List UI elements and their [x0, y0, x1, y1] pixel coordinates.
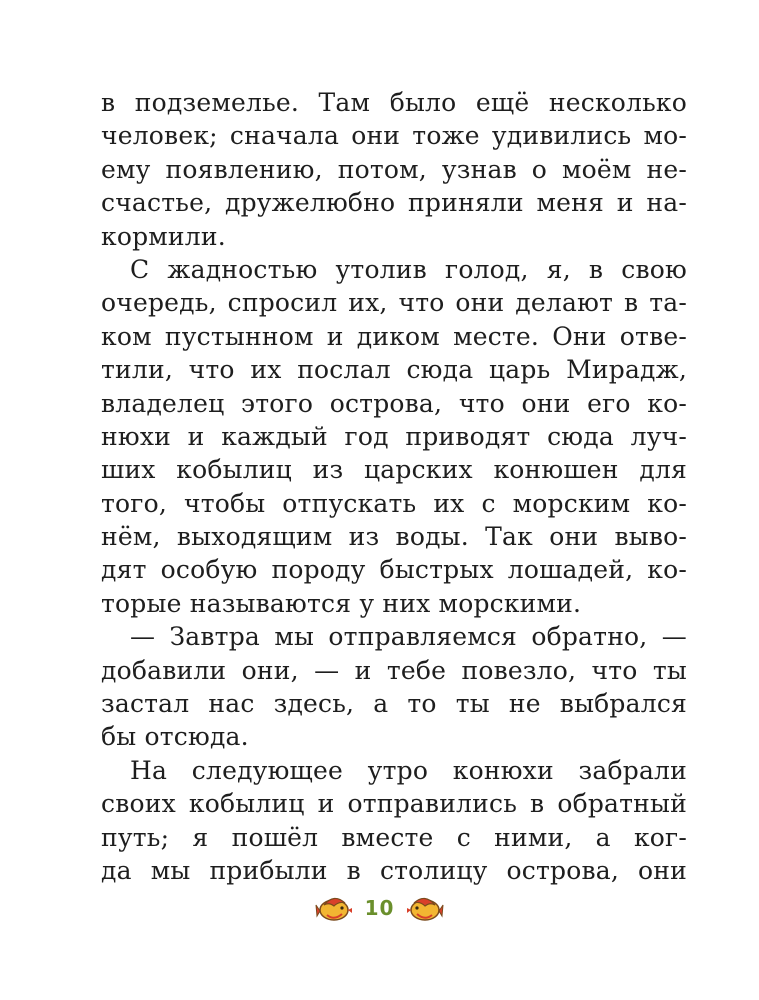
text-line: кормили.	[101, 221, 226, 251]
paragraph-2	[101, 253, 687, 620]
text-line: добавили они, — и тебе повезло, что ты	[101, 655, 687, 685]
text-line: ему появлению, потом, узнав о моём не-	[101, 154, 687, 184]
text-line: застал нас здесь, а то ты не выбрался	[101, 689, 687, 719]
fish-ornament-icon	[315, 891, 353, 925]
text-line: тили, что их послал сюда царь Мирадж,	[101, 355, 687, 385]
text-line: своих кобылиц и отправились в обратный	[101, 789, 687, 819]
text-line: нём, выходящим из воды. Так они выво-	[101, 522, 687, 552]
text-line: владелец этого острова, что они его ко-	[101, 388, 687, 418]
page-body	[101, 86, 687, 887]
text-line: — Завтра мы отправляемся обратно, —	[130, 622, 687, 652]
text-line: ком пустынном и диком месте. Они отве-	[101, 321, 687, 351]
text-line: На следующее утро конюхи забрали	[130, 755, 687, 785]
paragraph-1	[101, 86, 687, 253]
text-line: бы отсюда.	[101, 722, 249, 752]
text-line: очередь, спросил их, что они делают в та-	[101, 288, 687, 318]
paragraph-4	[101, 754, 687, 888]
text-line: человек; сначала они тоже удивились мо-	[101, 121, 687, 151]
fish-ornament-icon	[406, 891, 444, 925]
text-line: счастье, дружелюбно приняли меня и на-	[101, 188, 687, 218]
page-footer	[0, 888, 759, 928]
text-line: С жадностью утолив голод, я, в свою	[130, 254, 687, 284]
page-number: 10	[364, 896, 395, 920]
text-line: в подземелье. Там было ещё несколько	[101, 88, 687, 117]
text-line: путь; я пошёл вместе с ними, а ког-	[101, 822, 687, 852]
text-line: ших кобылиц из царских конюшен для	[101, 455, 687, 485]
text-line: да мы прибыли в столицу острова, они	[101, 855, 687, 885]
text-line: нюхи и каждый год приводят сюда луч-	[101, 421, 687, 451]
text-line: того, чтобы отпускать их с морским ко-	[101, 488, 687, 518]
text-line: дят особую породу быстрых лошадей, ко-	[101, 555, 687, 585]
paragraph-3	[101, 620, 687, 754]
text-line: торые называются у них морскими.	[101, 588, 582, 618]
